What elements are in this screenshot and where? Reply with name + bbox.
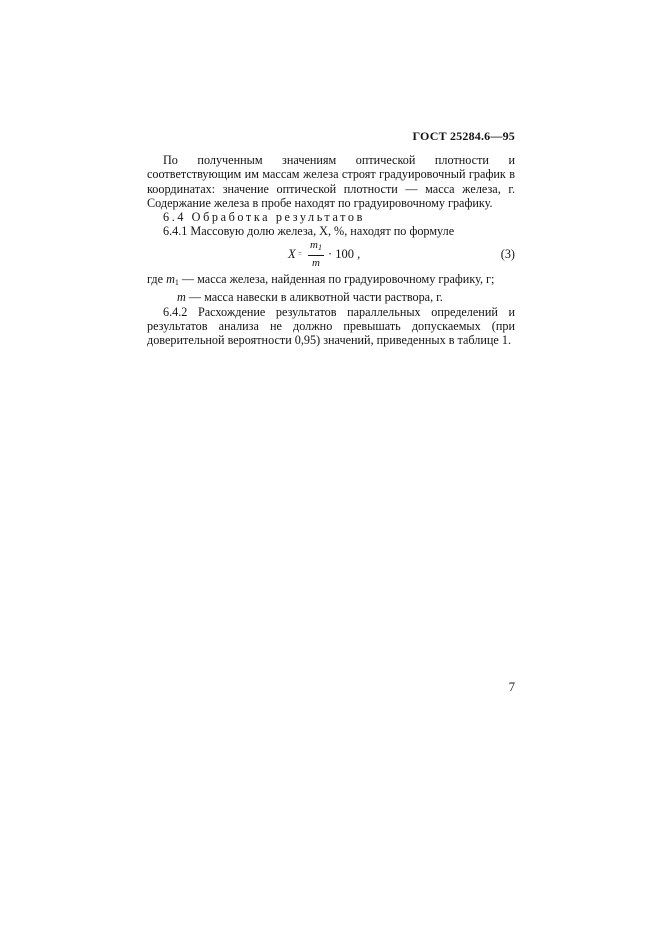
- formula-lhs: X: [288, 247, 296, 261]
- where-m-line: [147, 290, 515, 304]
- formula-fraction: [308, 239, 324, 269]
- numerator-subscript: 1: [317, 243, 322, 252]
- where-m1-line: [147, 272, 515, 290]
- formula-equals: =: [298, 250, 302, 258]
- where-m1-symbol: m: [166, 272, 175, 286]
- formula-numerator: [308, 239, 324, 254]
- where-prefix: где: [147, 272, 167, 286]
- text-block-bottom: [147, 272, 515, 347]
- where-m1-subscript: 1: [174, 278, 179, 287]
- paragraph-calibration: По полученным значениям оптической плотности и соответствующим им массам железа строят градуировочный график в координатах: значение оптической плотности — масса железа, г. Содержание железа в пробе находят по градуировочному графику.: [147, 153, 515, 210]
- where-m-symbol: m: [177, 290, 186, 305]
- section-heading-6-4: 6.4 Обработка результатов: [163, 210, 365, 225]
- text-block-top: [147, 153, 515, 239]
- page-number: 7: [508, 680, 515, 694]
- formula-number: (3): [500, 247, 515, 261]
- numerator-symbol: m: [310, 239, 318, 251]
- formula-denominator: m: [312, 257, 320, 269]
- fraction-bar: [308, 255, 324, 256]
- document-code: ГОСТ 25284.6—95: [412, 129, 515, 143]
- formula-rest: · 100 ,: [328, 247, 361, 261]
- where-m1-text: — масса железа, найденная по градуировочному графику, г;: [178, 272, 495, 286]
- where-m-text: — масса навески в аликвотной части раствора, г.: [185, 290, 443, 305]
- paragraph-6-4-2: 6.4.2 Расхождение результатов параллельных определений и результатов анализа не должно превышать допускаемых (при доверительной вероятности 0,95) значений, приведенных в таблице 1.: [147, 304, 515, 348]
- paragraph-6-4-1: 6.4.1 Массовую долю железа, X, %, находят по формуле: [163, 224, 455, 239]
